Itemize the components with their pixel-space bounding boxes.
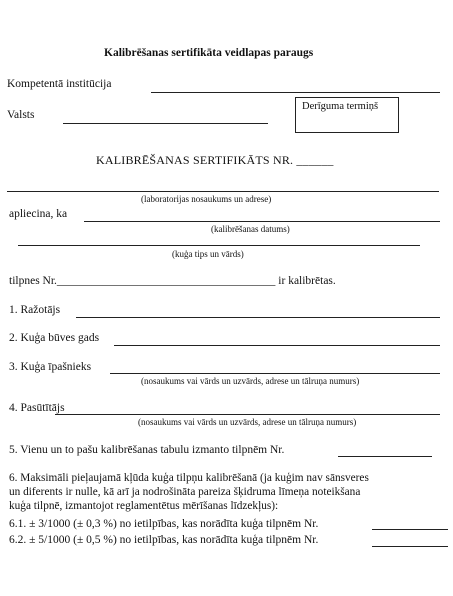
client-caption: (nosaukums vai vārds un uzvārds, adrese un tālruņa numurs) [138, 417, 357, 427]
calibration-date-caption: (kalibrēšanas datums) [211, 224, 290, 234]
owner-label: 3. Kuģa īpašnieks [9, 361, 92, 373]
ship-type-name-caption: (kuģa tips un vārds) [172, 249, 244, 259]
page-title: Kalibrēšanas sertifikāta veidlapas paraugs [104, 47, 314, 59]
item6-1-label: 6.1. ± 3/1000 (± 0,3 %) no ietilpības, kas norādīta kuģa tilpnēm Nr. [9, 518, 319, 530]
calibration-date-line[interactable] [84, 221, 440, 222]
item6-2-line[interactable] [372, 546, 448, 547]
item6-1-line[interactable] [372, 529, 448, 530]
lab-line[interactable] [7, 191, 439, 192]
owner-line[interactable] [110, 373, 440, 374]
item6-line2: un diferents ir nulle, kā arī ja nodrošināta pareiza šķidruma līmeņa noteikšana [9, 486, 361, 498]
owner-caption: (nosaukums vai vārds un uzvārds, adrese un tālruņa numurs) [141, 376, 360, 386]
tank-line: tilpnes Nr.______________________________________ ir kalibrētas. [9, 275, 336, 287]
manufacturer-line[interactable] [76, 317, 440, 318]
certifies-label: apliecina, ka [9, 208, 68, 220]
validity-box[interactable] [295, 97, 399, 133]
certificate-heading: KALIBRĒŠANAS SERTIFIKĀTS NR. ______ [96, 153, 334, 167]
competent-authority-label: Kompetentā institūcija [7, 78, 112, 90]
item6-line3: kuģa tilpnē, izmantojot reglamentētus mērīšanas līdzekļus): [9, 500, 279, 512]
client-label: 4. Pasūtītājs [9, 402, 65, 414]
manufacturer-label: 1. Ražotājs [9, 304, 61, 316]
country-line[interactable] [63, 123, 268, 124]
country-label: Valsts [7, 109, 35, 121]
lab-caption: (laboratorijas nosaukums un adrese) [141, 194, 272, 204]
item6-paragraph [9, 471, 440, 513]
item6-line1: 6. Maksimāli pieļaujamā kļūda kuģa tilpņu kalibrēšanā (ja kuģim nav sānsveres [9, 472, 369, 484]
client-line[interactable] [55, 414, 440, 415]
build-year-label: 2. Kuģa būves gads [9, 332, 100, 344]
item6-2-label: 6.2. ± 5/1000 (± 0,5 %) no ietilpības, kas norādīta kuģa tilpnēm Nr. [9, 534, 319, 546]
build-year-line[interactable] [114, 345, 440, 346]
competent-authority-line[interactable] [151, 92, 440, 93]
same-table-label: 5. Vienu un to pašu kalibrēšanas tabulu izmanto tilpnēm Nr. [9, 444, 285, 456]
validity-label: Derīguma termiņš [302, 101, 379, 112]
same-table-line[interactable] [338, 456, 432, 457]
ship-type-name-line[interactable] [18, 245, 420, 246]
